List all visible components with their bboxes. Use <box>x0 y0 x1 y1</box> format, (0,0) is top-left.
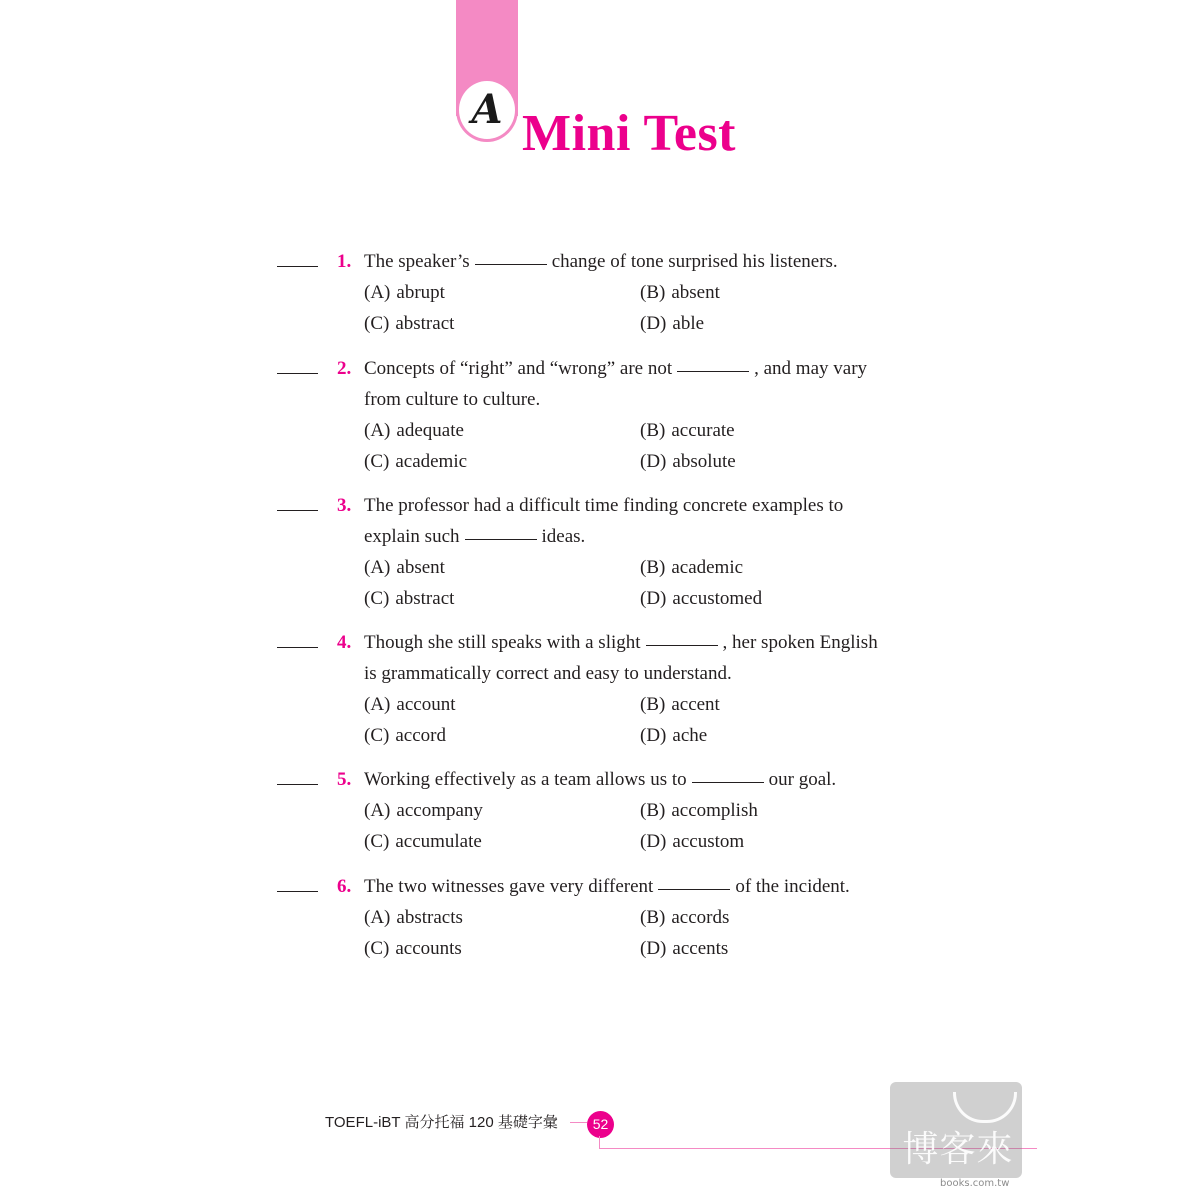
stem-text: is grammatically correct and easy to understand. <box>364 663 732 684</box>
answer-option[interactable] <box>364 277 445 308</box>
option-letter: (D) <box>640 725 667 746</box>
question-stem-line <box>364 627 878 658</box>
page-title: Mini Test <box>522 105 736 162</box>
answer-blank[interactable] <box>277 373 318 374</box>
question-stem-line <box>364 871 850 902</box>
stem-text: Concepts of “right” and “wrong” are not <box>364 358 673 379</box>
answer-option[interactable] <box>640 446 736 477</box>
option-text: abstract <box>395 588 455 609</box>
answer-blank[interactable] <box>277 891 318 892</box>
option-letter: (C) <box>364 588 390 609</box>
option-letter: (A) <box>364 800 391 821</box>
option-text: ache <box>672 725 708 746</box>
stem-text: Working effectively as a team allows us to <box>364 769 687 790</box>
answer-option[interactable] <box>640 795 758 826</box>
option-text: accumulate <box>395 831 482 852</box>
stem-text: change of tone surprised his listeners. <box>551 251 838 272</box>
option-text: abstract <box>395 313 455 334</box>
option-letter: (B) <box>640 907 666 928</box>
stem-text: explain such <box>364 526 460 547</box>
option-text: accounts <box>395 938 462 959</box>
answer-option[interactable] <box>364 552 445 583</box>
answer-option[interactable] <box>640 552 743 583</box>
option-text: accustom <box>672 831 745 852</box>
option-text: accurate <box>671 420 735 441</box>
question-stem-line <box>364 246 838 277</box>
option-letter: (B) <box>640 557 666 578</box>
option-text: abstracts <box>396 907 463 928</box>
answer-option[interactable] <box>364 583 454 614</box>
answer-option[interactable] <box>364 933 462 964</box>
option-letter: (A) <box>364 420 391 441</box>
fill-in-blank <box>475 264 547 265</box>
fill-in-blank <box>658 889 730 890</box>
page-number: 52 <box>587 1111 614 1138</box>
option-letter: (A) <box>364 557 391 578</box>
answer-option[interactable] <box>364 446 467 477</box>
option-letter: (B) <box>640 282 666 303</box>
answer-blank[interactable] <box>277 784 318 785</box>
option-letter: (C) <box>364 831 390 852</box>
answer-option[interactable] <box>364 689 455 720</box>
answer-option[interactable] <box>364 720 446 751</box>
option-text: accords <box>671 907 730 928</box>
stem-text: The speaker’s <box>364 251 470 272</box>
fill-in-blank <box>646 645 718 646</box>
answer-option[interactable] <box>364 826 482 857</box>
option-letter: (C) <box>364 313 390 334</box>
option-text: abrupt <box>396 282 445 303</box>
option-text: accord <box>395 725 446 746</box>
answer-option[interactable] <box>640 308 704 339</box>
option-letter: (D) <box>640 451 667 472</box>
answer-option[interactable] <box>364 795 483 826</box>
answer-option[interactable] <box>640 826 744 857</box>
answer-option[interactable] <box>364 308 454 339</box>
option-letter: (B) <box>640 694 666 715</box>
option-letter: (C) <box>364 725 390 746</box>
option-letter: (A) <box>364 907 391 928</box>
question-stem-line <box>364 353 867 384</box>
option-text: academic <box>671 557 744 578</box>
option-text: able <box>672 313 705 334</box>
question-stem-line <box>364 490 843 521</box>
option-text: accompany <box>396 800 483 821</box>
fill-in-blank <box>677 371 749 372</box>
watermark-text: 博客來 <box>902 1129 1014 1170</box>
option-text: absent <box>671 282 720 303</box>
question-stem-line <box>364 764 836 795</box>
option-text: absent <box>396 557 445 578</box>
question-stem-line <box>364 521 585 552</box>
answer-option[interactable] <box>640 933 728 964</box>
answer-blank[interactable] <box>277 266 318 267</box>
option-letter: (D) <box>640 831 667 852</box>
footer-rule <box>570 1122 587 1123</box>
option-letter: (B) <box>640 800 666 821</box>
option-letter: (A) <box>364 694 391 715</box>
question-number: 4. <box>337 632 352 653</box>
option-letter: (B) <box>640 420 666 441</box>
section-badge: A <box>456 78 518 142</box>
fill-in-blank <box>465 539 537 540</box>
question-number: 6. <box>337 876 352 897</box>
watermark-url: books.com.tw <box>940 1178 1010 1189</box>
page-rule-vertical <box>599 1136 600 1148</box>
answer-option[interactable] <box>640 902 729 933</box>
stem-text: of the incident. <box>735 876 850 897</box>
option-letter: (D) <box>640 313 667 334</box>
option-letter: (D) <box>640 588 667 609</box>
stem-text: ideas. <box>541 526 586 547</box>
question-stem-line <box>364 384 540 415</box>
option-text: academic <box>395 451 468 472</box>
answer-option[interactable] <box>640 720 707 751</box>
question-stem-line <box>364 658 732 689</box>
answer-blank[interactable] <box>277 510 318 511</box>
question-number: 2. <box>337 358 352 379</box>
option-letter: (D) <box>640 938 667 959</box>
option-letter: (C) <box>364 451 390 472</box>
option-text: accent <box>671 694 720 715</box>
stem-text: , her spoken English <box>722 632 878 653</box>
option-text: account <box>396 694 456 715</box>
answer-option[interactable] <box>640 689 720 720</box>
answer-option[interactable] <box>364 415 464 446</box>
answer-option[interactable] <box>364 902 463 933</box>
option-text: accustomed <box>672 588 763 609</box>
stem-text: , and may vary <box>754 358 868 379</box>
stem-text: our goal. <box>768 769 837 790</box>
question-number: 3. <box>337 495 352 516</box>
answer-option[interactable] <box>640 583 762 614</box>
option-text: accents <box>672 938 729 959</box>
option-text: adequate <box>396 420 464 441</box>
option-text: absolute <box>672 451 736 472</box>
question-number: 5. <box>337 769 352 790</box>
stem-text: Though she still speaks with a slight <box>364 632 641 653</box>
option-text: accomplish <box>671 800 758 821</box>
question-number: 1. <box>337 251 352 272</box>
stem-text: The professor had a difficult time finding concrete examples to <box>364 495 844 516</box>
option-letter: (A) <box>364 282 391 303</box>
stem-text: The two witnesses gave very different <box>364 876 654 897</box>
answer-option[interactable] <box>640 415 735 446</box>
answer-option[interactable] <box>640 277 720 308</box>
fill-in-blank <box>692 782 764 783</box>
answer-blank[interactable] <box>277 647 318 648</box>
option-letter: (C) <box>364 938 390 959</box>
stem-text: from culture to culture. <box>364 389 541 410</box>
footer-book-title: TOEFL-iBT 高分托福 120 基礎字彙 <box>325 1114 558 1131</box>
